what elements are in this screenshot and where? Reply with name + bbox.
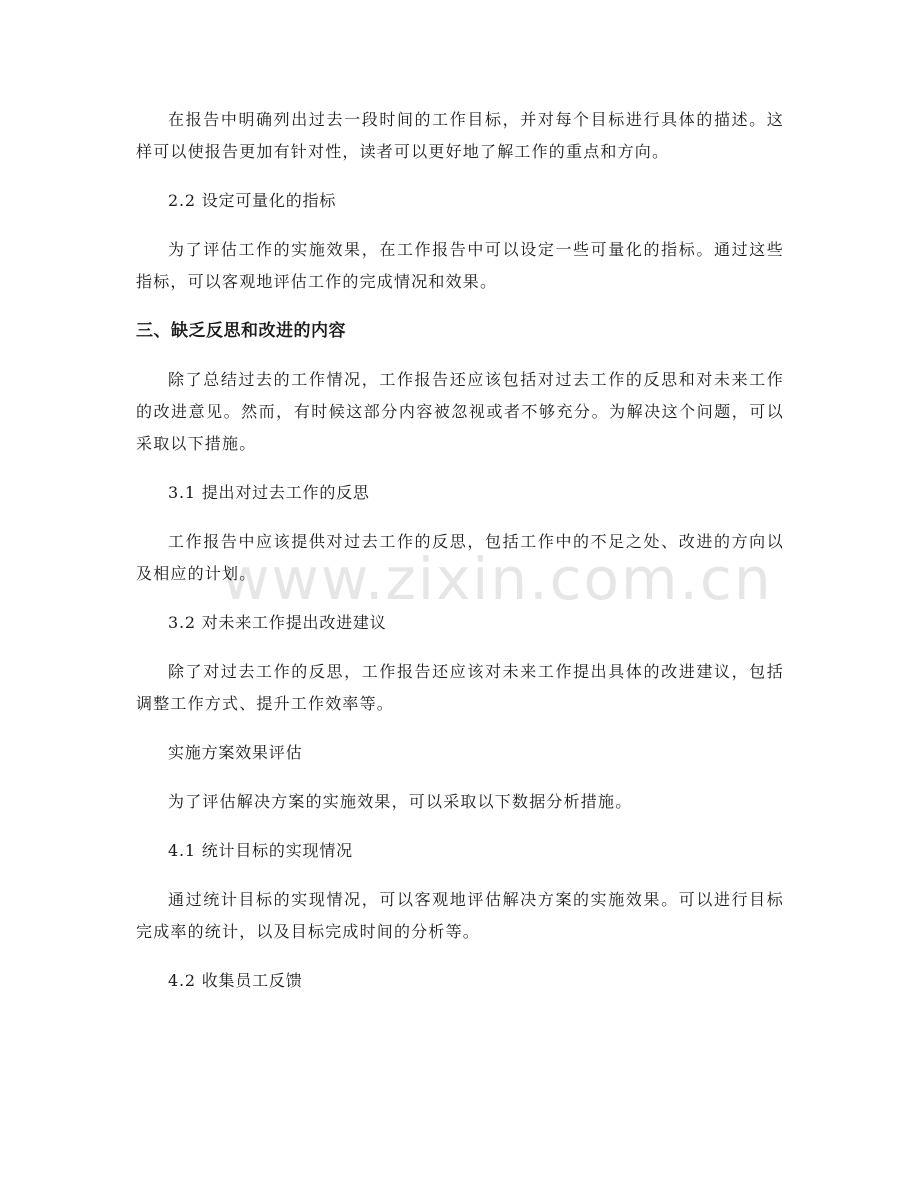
paragraph-quantifiable-metrics: 为了评估工作的实施效果，在工作报告中可以设定一些可量化的指标。通过这些指标，可以客观地评估工作的完成情况和效果。 bbox=[136, 240, 784, 291]
section-heading-3: 三、缺乏反思和改进的内容 bbox=[136, 321, 346, 341]
subheading-4-1: 4.1 统计目标的实现情况 bbox=[168, 841, 353, 860]
paragraph-improvement-suggestions: 除了对过去工作的反思，工作报告还应该对未来工作提出具体的改进建议，包括调整工作方式、提升工作效率等。 bbox=[136, 662, 784, 713]
paragraph-data-analysis: 为了评估解决方案的实施效果，可以采取以下数据分析措施。 bbox=[168, 792, 633, 811]
paragraph-goal-statistics: 通过统计目标的实现情况，可以客观地评估解决方案的实施效果。可以进行目标完成率的统计，以及目标完成时间的分析等。 bbox=[136, 890, 784, 941]
subheading-effect-evaluation: 实施方案效果评估 bbox=[168, 743, 303, 762]
document-body bbox=[136, 104, 784, 1014]
subheading-3-2: 3.2 对未来工作提出改进建议 bbox=[168, 613, 387, 632]
paragraph-goals-description: 在报告中明确列出过去一段时间的工作目标，并对每个目标进行具体的描述。这样可以使报告更加有针对性，读者可以更好地了解工作的重点和方向。 bbox=[136, 110, 784, 161]
paragraph-reflection: 工作报告中应该提供对过去工作的反思，包括工作中的不足之处、改进的方向以及相应的计划。 bbox=[136, 532, 784, 583]
paragraph-reflection-intro: 除了总结过去的工作情况，工作报告还应该包括对过去工作的反思和对未来工作的改进意见。然而，有时候这部分内容被忽视或者不够充分。为解决这个问题，可以采取以下措施。 bbox=[136, 370, 784, 453]
subheading-2-2: 2.2 设定可量化的指标 bbox=[168, 191, 337, 210]
watermark: www.zixin.com.cn bbox=[222, 545, 773, 613]
subheading-4-2: 4.2 收集员工反馈 bbox=[168, 971, 303, 990]
subheading-3-1: 3.1 提出对过去工作的反思 bbox=[168, 483, 370, 502]
